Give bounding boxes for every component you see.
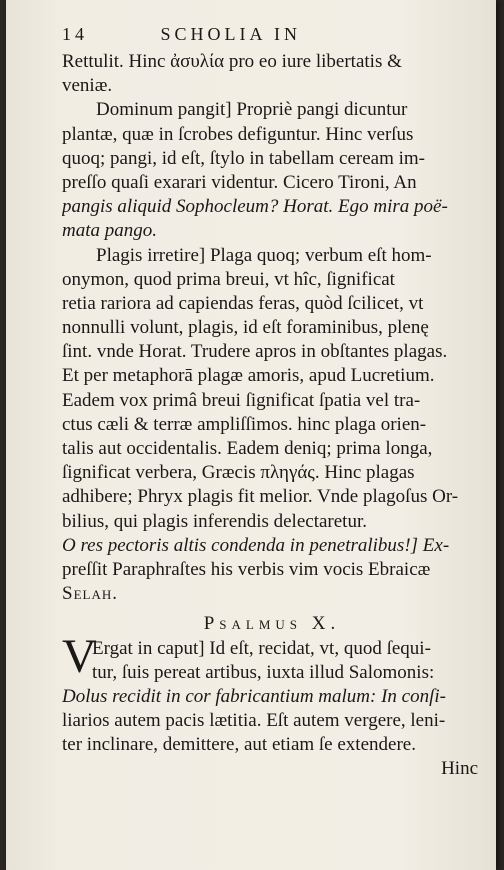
text-line: preſſit Paraphraſtes his verbis vim vocis Ebraicæ	[62, 558, 431, 580]
text-line: plantæ, quæ in ſcrobes defiguntur. Hinc verſus	[62, 123, 414, 145]
page-text	[62, 18, 482, 782]
text-line: preſſo quaſi exarari videntur. Cicero Tironi, An	[62, 171, 417, 193]
text-line: Et per metaphorā plagæ amoris, apud Lucretium.	[62, 365, 435, 387]
text-line: ctus cæli & terræ ampliſſimos. hinc plaga orien-	[62, 413, 427, 435]
page-number: 14	[62, 24, 88, 44]
text-line: Rettulit. Hinc ἀσυλία pro eo iure libertatis &	[62, 51, 402, 72]
text-line: veniæ.	[62, 75, 113, 97]
text-line: onymon, quod prima breui, vt hîc, ſignificat	[62, 268, 395, 290]
text-line: mata pango.	[62, 220, 157, 242]
text-line: adhibere; Phryx plagis fit melior. Vnde plagoſus Or-	[62, 486, 459, 508]
drop-cap: V	[62, 629, 97, 683]
text-line: Plagis irretire] Plaga quoq; verbum eſt hom-	[96, 244, 432, 266]
text-line: Eadem vox primâ breui ſignificat ſpatia vel tra-	[62, 389, 421, 411]
text-line: Dominum pangit] Propriè pangi dicuntur	[96, 99, 408, 121]
text-line: quoq; pangi, id eſt, ſtylo in tabellam ceream im-	[62, 147, 426, 169]
text-line: liarios autem pacis lætitia. Eſt autem vergere, leni-	[62, 710, 446, 732]
text-line: pangis aliquid Sophocleum? Horat. Ego mira poë-	[62, 196, 448, 218]
text-line: nonnulli volunt, plagis, id eſt foraminibus, plenę	[62, 317, 429, 339]
text-line: talis aut occidentalis. Eadem deniq; prima longa,	[62, 438, 433, 459]
page-header	[62, 18, 482, 50]
text-line: bilius, qui plagis inferendis delectaretur.	[62, 510, 367, 532]
text-line: Ergat in caput] Id eſt, recidat, vt, quod ſequi-	[92, 637, 431, 659]
text-line: retia rariora ad capiendas feras, quòd ſcilicet, vt	[62, 292, 424, 314]
running-head: SCHOLIA IN	[160, 24, 302, 44]
text-line: ſignificat verbera, Græcis πληγάς. Hinc plagas	[62, 462, 415, 484]
text-line: Selah.	[62, 583, 118, 605]
text-line: tur, ſuis pereat artibus, iuxta illud Salomonis:	[92, 661, 435, 683]
psalm-section	[62, 629, 482, 782]
catchword: Hinc	[441, 758, 478, 780]
text-line: Dolus recidit in cor fabricantium malum: In conſi-	[62, 685, 446, 707]
text-line: O res pectoris altis condenda in penetralibus!] Ex-	[62, 534, 450, 556]
text-line: ſint. vnde Horat. Trudere apros in obſtantes plagas.	[62, 341, 448, 363]
psalm-heading: Psalmus X.	[203, 613, 341, 635]
text-line: ter inclinare, demittere, aut etiam ſe extendere.	[62, 734, 416, 756]
book-page	[6, 0, 496, 870]
